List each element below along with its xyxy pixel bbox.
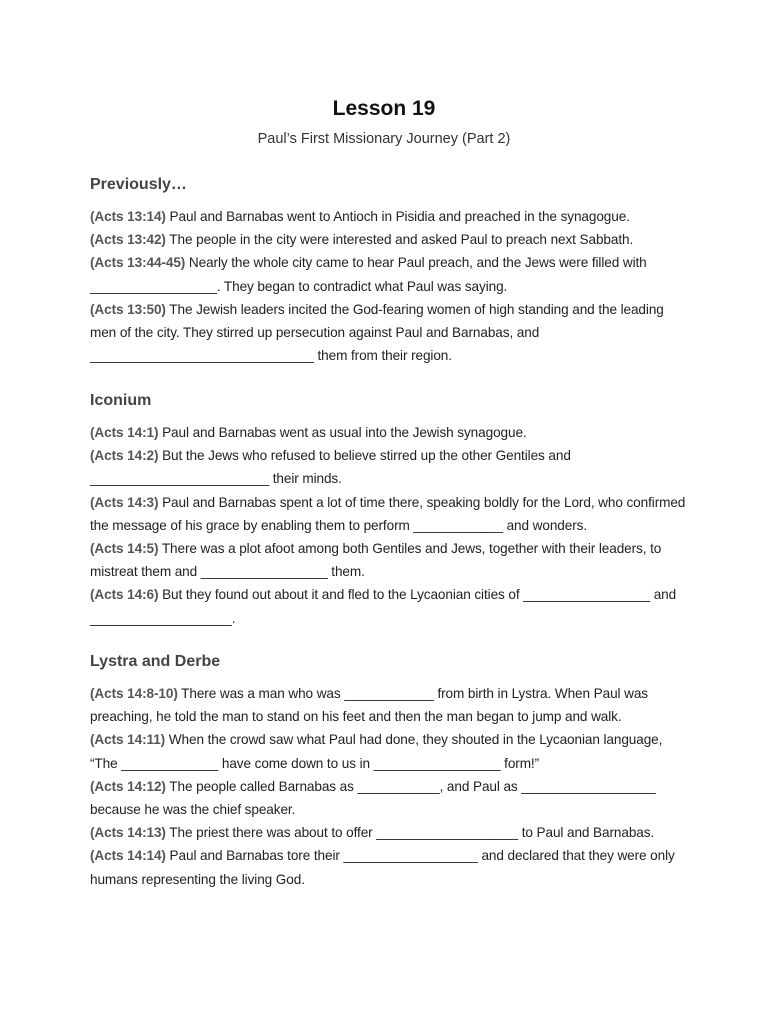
verse-entry: [90, 537, 690, 583]
verse-text: The Jewish leaders incited the God-fearing women of high standing and the leading men of the city. They stirred up persecution against Paul and Barnabas, and ______________________________ them from their region.: [90, 301, 664, 364]
verse-reference: (Acts 14:3): [90, 494, 159, 510]
verse-reference: (Acts 14:2): [90, 448, 159, 464]
verse-reference: (Acts 14:13): [90, 825, 166, 841]
verse-text: But they found out about it and fled to the Lycaonian cities of _________________ and ___________________.: [90, 587, 677, 626]
verse-reference: (Acts 14:5): [90, 541, 159, 557]
verse-text: There was a man who was ____________ from birth in Lystra. When Paul was preaching, he told the man to stand on his feet and then the man began to jump and walk.: [90, 686, 648, 725]
verse-reference: (Acts 14:6): [90, 587, 159, 603]
verse-entry: [90, 444, 690, 490]
section-heading: Iconium: [90, 392, 152, 409]
verse-reference: (Acts 14:14): [90, 848, 166, 864]
verse-entry: [90, 421, 690, 444]
entry-list: [90, 205, 690, 367]
verse-text: Nearly the whole city came to hear Paul preach, and the Jews were filled with _________________. They began to contradict what Paul was saying.: [90, 255, 647, 294]
verse-entry: [90, 682, 690, 728]
verse-reference: (Acts 13:50): [90, 301, 166, 317]
verse-text: Paul and Barnabas went to Antioch in Pisidia and preached in the synagogue.: [165, 209, 630, 224]
section-lystra-and-derbe: [90, 651, 690, 891]
verse-reference: (Acts 14:11): [90, 732, 166, 748]
verse-text: The people called Barnabas as ___________, and Paul as __________________ because he was the chief speaker.: [90, 778, 656, 818]
verse-text: The priest there was about to offer ___________________ to Paul and Barnabas.: [165, 825, 655, 841]
verse-entry: [90, 298, 690, 368]
verse-entry: [90, 844, 690, 890]
verse-entry: [90, 583, 690, 629]
entry-list: [90, 421, 690, 630]
verse-reference: (Acts 13:42): [90, 232, 166, 248]
verse-reference: (Acts 14:12): [90, 778, 166, 794]
verse-text: The people in the city were interested and asked Paul to preach next Sabbath.: [165, 232, 634, 248]
verse-entry: [90, 251, 690, 297]
section-heading: Lystra and Derbe: [90, 653, 221, 670]
entry-list: [90, 682, 690, 891]
verse-text: Paul and Barnabas went as usual into the Jewish synagogue.: [158, 425, 527, 440]
page-title: Lesson 19: [332, 97, 436, 120]
verse-entry: [90, 228, 690, 251]
verse-entry: [90, 728, 690, 774]
verse-entry: [90, 821, 690, 844]
verse-text: There was a plot afoot among both Gentiles and Jews, together with their leaders, to mistreat them and _________________ them.: [90, 541, 662, 580]
verse-entry: [90, 775, 690, 821]
verse-text: Paul and Barnabas spent a lot of time there, speaking boldly for the Lord, who confirmed the message of his grace by enabling them to perform ____________ and wonders.: [90, 494, 686, 533]
verse-reference: (Acts 13:14): [90, 209, 166, 224]
page-subtitle: Paul’s First Missionary Journey (Part 2): [257, 131, 511, 147]
verse-text: Paul and Barnabas tore their __________________ and declared that they were only humans representing the living God.: [90, 848, 675, 887]
verse-entry: [90, 491, 690, 537]
verse-text: When the crowd saw what Paul had done, they shouted in the Lycaonian language, “The _____________ have come down to us in _________________ form!”: [90, 732, 663, 771]
verse-text: But the Jews who refused to believe stirred up the other Gentiles and ________________________ their minds.: [90, 448, 571, 487]
section-heading: Previously…: [90, 176, 187, 193]
verse-reference: (Acts 14:1): [90, 425, 159, 440]
section-iconium: [90, 390, 690, 630]
section-previously: [90, 174, 690, 367]
verse-reference: (Acts 13:44-45): [90, 255, 186, 271]
verse-reference: (Acts 14:8-10): [90, 686, 178, 701]
verse-entry: [90, 205, 690, 228]
